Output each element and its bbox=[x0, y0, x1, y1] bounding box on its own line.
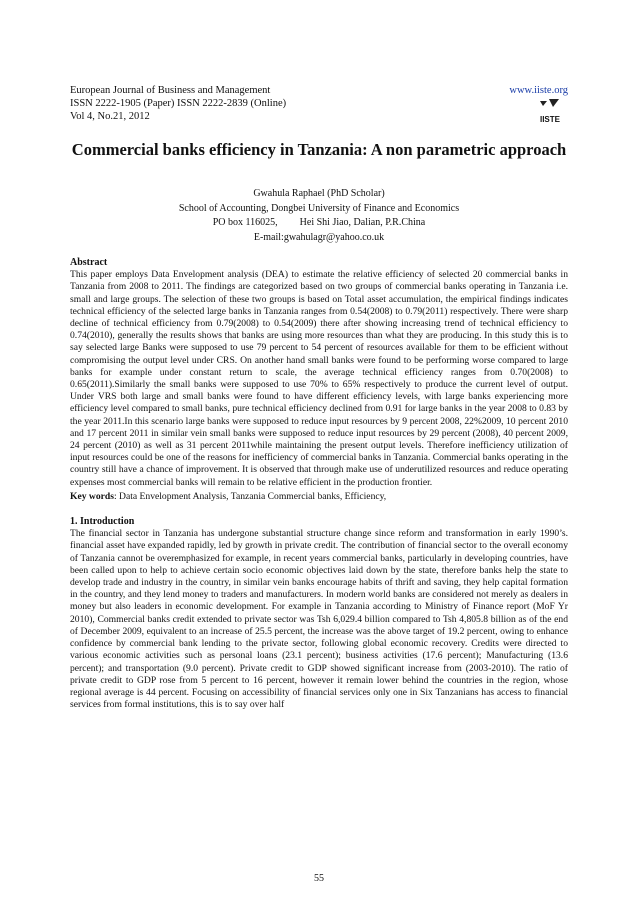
journal-issn: ISSN 2222-1905 (Paper) ISSN 2222-2839 (Online) bbox=[70, 98, 287, 109]
abstract-heading: Abstract bbox=[70, 257, 108, 268]
author-address bbox=[70, 216, 568, 231]
journal-url-link[interactable]: www.iiste.org bbox=[509, 85, 568, 96]
journal-volume: Vol 4, No.21, 2012 bbox=[70, 111, 150, 122]
abstract-text: This paper employs Data Envelopment analysis (DEA) to estimate the relative efficiency of selected 20 commercial banks in Tanzania from 2008 to 2011. The findings are categorized based on two groups of commercial banks operating in Tanzania i.e. small and large groups. The selection of these two groups is based on Total asset accumulation, the empirical findings indicates technical efficiency of the selected large banks in Tanzania ranges from 0.54(2008) to 0.79(2011) respectively. There were sharp decline of technical efficiency from 0.79(2008) to 0.54(2009) there after showing increasing trend of technical efficiency to 0.74(2010), generally the results shows that banks are using more resources than what they are producing. In this study this is to say selected large Banks were supposed to use 79 percent to 54 percent of resources available for them to be efficient without compromising the output level under CRS. On another hand small banks were found to be performing worse compared to large banks for example under constant return to scale, the average technical efficiency ranges from 0.70(2008) to 0.65(2011).Similarly the small banks were supposed to use 70% to 65% respectively to produce the current level of output. Under VRS both large and small banks were found to have different efficiency levels, with large banks experiencing more efficiency level compared to small banks, pure technical efficiency declined from 0.91 for large banks in the year 2008 to 0.83 by the year 2011.In this scenario large banks were supposed to reduce input resources by 9 percent 2008, 22%2009, 10 percent 2010 and 17 percent 2011 in similar vein small banks were supposed to reduce input resources by 29 percent (2008), 40 percent 2009, 24 percent (2010) as well as 31 percent 2011while maintaining the present output levels. Therefore inefficiency utilization of input resources could be one of the reasons for inefficiency of commercial banks in Tanzania. Commercial banks operating in the country still have a chance of improvement. It is observed that through make use of underutilized resources and reduce operating expenses most commercial banks will remain to be relative efficient in the production frontier. bbox=[70, 269, 568, 488]
page-number: 55 bbox=[314, 873, 324, 884]
author-block bbox=[70, 187, 568, 245]
author-affiliation: School of Accounting, Dongbei University of Finance and Economics bbox=[178, 202, 460, 214]
introduction-heading: 1. Introduction bbox=[70, 516, 135, 528]
journal-name: European Journal of Business and Management bbox=[70, 85, 271, 96]
paper-title: Commercial banks efficiency in Tanzania: A non parametric approach bbox=[71, 140, 567, 159]
logo-text: IISTE bbox=[539, 115, 561, 124]
author-po-box: PO box 116025, bbox=[212, 217, 278, 228]
author-location: Hei Shi Jiao, Dalian, P.R.China bbox=[299, 217, 426, 228]
keywords-line bbox=[70, 491, 568, 503]
journal-header bbox=[70, 84, 568, 123]
keywords-label: Key words bbox=[70, 490, 114, 502]
author-name: Gwahula Raphael (PhD Scholar) bbox=[253, 188, 385, 199]
author-email: E-mail:gwahulagr@yahoo.co.uk bbox=[253, 231, 385, 243]
iiste-logo bbox=[537, 97, 563, 125]
keywords-text: : Data Envelopment Analysis, Tanzania Commercial banks, Efficiency, bbox=[113, 490, 387, 502]
introduction-text: The financial sector in Tanzania has undergone substantial structure change since reform and transformation in early 1990’s. financial asset have expanded rapidly, led by growth in private credit. The contribution of financial sector to the overall economy of Tanzania cannot be overemphasized for example, in recent years commercial banks, particularly in developing countries, have been called upon to help to achieve certain socio economic objectives laid down by the state, therefore banks help the state to develop trade and industry in the country, in similar vein banks encourage habits of thrift and saving, they help capital formation in the country, and they lend money to traders and manufacturers. In modern world banks are considered not merely as dealers in money but also leaders in economic development. For example in Tanzania according to Ministry of Finance report (MoF Yr 2010), Commercial banks credit extended to private sector was Tsh 6,029.4 billion compared to Tsh 4,805.8 billion as of the end of December 2009, equivalent to an increase of 25.5 percent, the increase was the above target of 19.2 percent, owing to enhance confidence by commercial bank lending to the private sector, following global economic recovery. Credits were directed to various economic activities such as personal loans (23.1 percent); business activities (17.6 percent); Manufacturing (13.6 percent); and transportation (9.0 percent). Private credit to GDP showed significant increase from (2003-2010). The ratio of private credit to GDP rose from 5 percent to 16 percent, however it remain lower behind the countries in the region, whose regional average is 44 percent. Focusing on accessibility of financial services only one in Six Tanzanians has access to financial services from formal institutions, this is to say over half bbox=[70, 528, 568, 711]
paper-body bbox=[70, 257, 568, 711]
